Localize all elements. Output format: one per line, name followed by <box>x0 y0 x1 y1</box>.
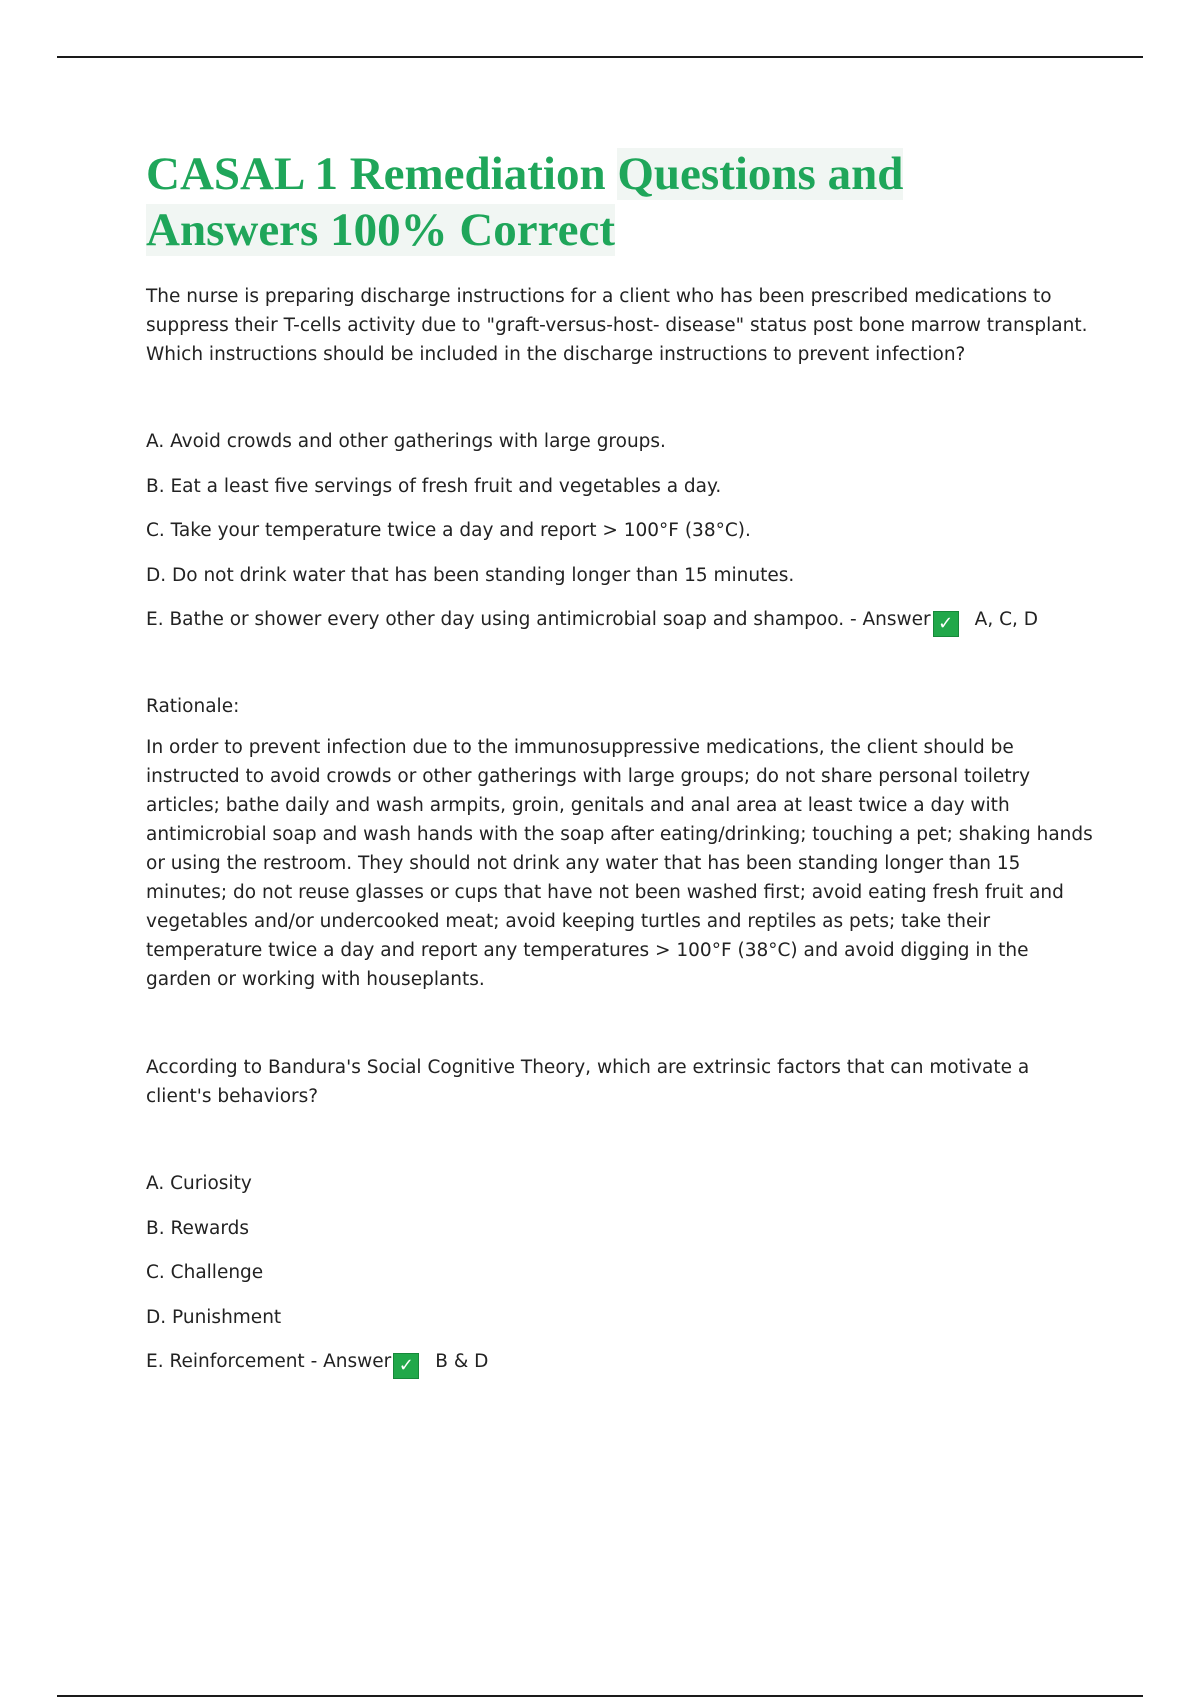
question-2-option-b: B. Rewards <box>146 1217 249 1239</box>
question-2-option-e-text: E. Reinforcement - Answer <box>146 1351 392 1372</box>
question-2-option-e <box>146 1347 1096 1379</box>
question-2-option-c: C. Challenge <box>146 1262 264 1283</box>
question-2-text: According to Bandura's Social Cognitive Theory, which are extrinsic factors that can motivate a client's behaviors? <box>146 1057 1030 1107</box>
question-1-option-e-text: E. Bathe or shower every other day using antimicrobial soap and shampoo. - Answer <box>146 609 931 630</box>
title-part-3: Answers 100% Correct <box>146 204 616 256</box>
question-1-option-d: D. Do not drink water that has been standing longer than 15 minutes. <box>146 564 795 586</box>
question-1-text: The nurse is preparing discharge instructions for a client who has been prescribed medications to suppress their T-cells activity due to "graft-versus-host- disease" status post bone marrow transplant. Which instructions should be included in the discharge instructions to prevent infection? <box>146 286 1088 365</box>
question-1-option-e <box>146 605 1096 637</box>
check-icon: ✓ <box>933 611 959 637</box>
rationale-text: In order to prevent infection due to the immunosuppressive medications, the client should be instructed to avoid crowds or other gatherings with large groups; do not share personal toiletry articles; bathe daily and wash armpits, groin, genitals and anal area at least twice a day with antimicrobial soap and wash hands with the soap after eating/drinking; touching a pet; shaking hands or using the restroom. They should not drink any water that has been standing longer than 15 minutes; do not reuse glasses or cups that have not been washed first; avoid eating fresh fruit and vegetables and/or undercooked meat; avoid keeping turtles and reptiles as pets; take their temperature twice a day and report any temperatures > 100°F (38°C) and avoid digging in the garden or working with houseplants. <box>146 737 1093 990</box>
title-part-1: CASAL 1 Remediation <box>146 148 618 200</box>
question-1-answer: A, C, D <box>974 609 1039 630</box>
question-1-option-b: B. Eat a least five servings of fresh fruit and vegetables a day. <box>146 475 722 497</box>
question-2-option-d: D. Punishment <box>146 1306 282 1328</box>
question-1-options <box>146 427 1096 637</box>
rationale-label: Rationale: <box>146 696 240 717</box>
title-part-2: Questions and <box>617 148 904 200</box>
document-body <box>146 146 1096 1379</box>
question-2-answer: B & D <box>435 1351 489 1372</box>
top-rule <box>57 56 1143 58</box>
bottom-rule <box>57 1695 1143 1697</box>
check-icon: ✓ <box>393 1353 419 1379</box>
question-1-option-a: A. Avoid crowds and other gatherings with large groups. <box>146 431 666 452</box>
question-2-options <box>146 1169 1096 1379</box>
question-2-option-a: A. Curiosity <box>146 1173 252 1194</box>
document-title <box>146 146 1096 258</box>
question-1-option-c: C. Take your temperature twice a day and report > 100°F (38°C). <box>146 520 751 541</box>
